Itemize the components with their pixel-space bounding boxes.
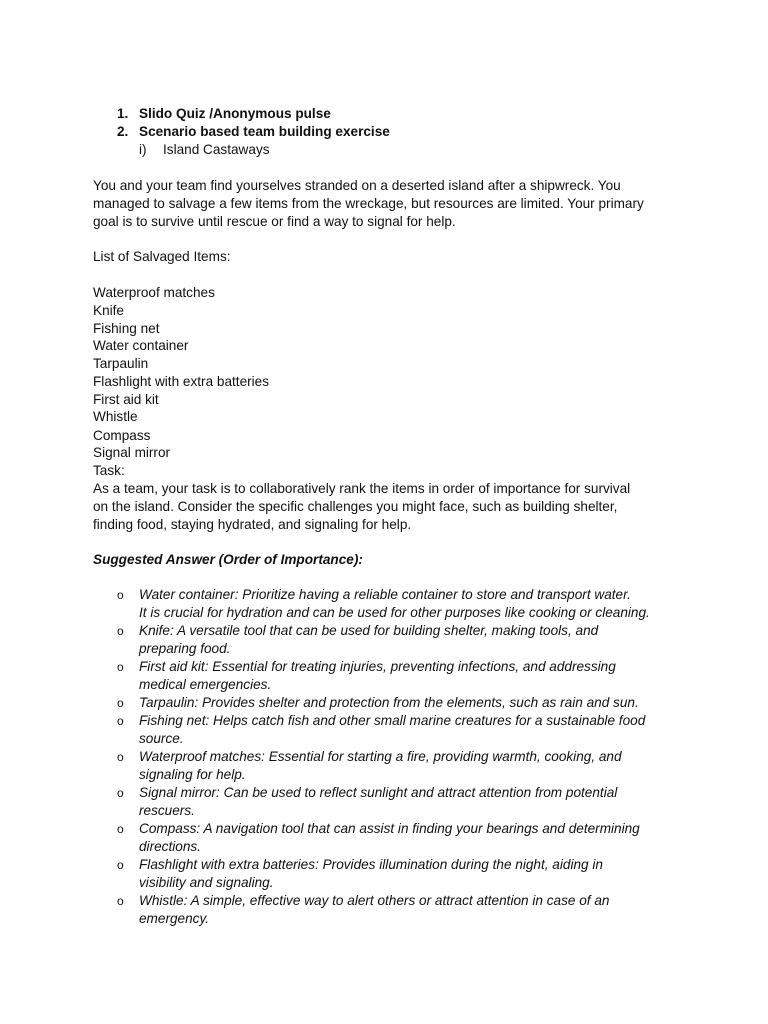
list-number: 1.: [117, 106, 129, 121]
paragraph-line: on the island. Consider the specific challenges you might face, such as building shelter,: [93, 499, 618, 514]
bullet-line: Whistle: A simple, effective way to alert others or attract attention in case of an: [139, 893, 610, 908]
bullet-line: Signal mirror: Can be used to reflect sunlight and attract attention from potential: [139, 785, 618, 800]
bullet-line: preparing food.: [139, 641, 231, 656]
list-item: [0, 784, 768, 820]
bullet-line: source.: [139, 731, 184, 746]
list-item: [0, 622, 768, 658]
list-item: [0, 892, 768, 928]
list-item: [0, 820, 768, 856]
answer-heading: Suggested Answer (Order of Importance):: [93, 552, 363, 567]
circle-bullet-icon: o: [117, 696, 124, 710]
list-item: [0, 658, 768, 694]
bullet-line: Waterproof matches: Essential for starting a fire, providing warmth, cooking, and: [139, 749, 622, 764]
item-line: Water container: [93, 338, 189, 353]
list-item: [0, 856, 768, 892]
item-line: Compass: [93, 428, 151, 443]
bullet-line: emergency.: [139, 911, 210, 926]
list-item: [0, 748, 768, 784]
list-heading: List of Salvaged Items:: [93, 249, 231, 264]
bullet-line: rescuers.: [139, 803, 195, 818]
item-line: First aid kit: [93, 392, 159, 407]
list-item: [0, 586, 768, 622]
item-line: Flashlight with extra batteries: [93, 374, 270, 389]
bullet-line: Tarpaulin: Provides shelter and protection from the elements, such as rain and sun.: [139, 695, 639, 710]
circle-bullet-icon: o: [117, 786, 124, 800]
paragraph-line: goal is to survive until rescue or find a way to signal for help.: [93, 214, 456, 229]
bullet-line: directions.: [139, 839, 201, 854]
bullet-line: Knife: A versatile tool that can be used for building shelter, making tools, and: [139, 623, 599, 638]
list-item: [0, 694, 768, 712]
paragraph-line: As a team, your task is to collaboratively rank the items in order of importance for survival: [93, 481, 631, 496]
circle-bullet-icon: o: [117, 894, 124, 908]
paragraph-line: You and your team find yourselves stranded on a deserted island after a shipwreck. You: [93, 178, 621, 193]
sub-text: Island Castaways: [163, 142, 270, 157]
circle-bullet-icon: o: [117, 822, 124, 836]
bullet-line: medical emergencies.: [139, 677, 272, 692]
circle-bullet-icon: o: [117, 660, 124, 674]
bullet-line: visibility and signaling.: [139, 875, 274, 890]
circle-bullet-icon: o: [117, 858, 124, 872]
task-label: Task:: [93, 463, 125, 478]
item-line: Knife: [93, 303, 124, 318]
item-line: Tarpaulin: [93, 356, 149, 371]
bullet-line: First aid kit: Essential for treating injuries, preventing infections, and addressing: [139, 659, 616, 674]
task-paragraph: [93, 480, 683, 534]
item-line: Fishing net: [93, 321, 160, 336]
list-text: Scenario based team building exercise: [139, 124, 390, 139]
list-item: [0, 712, 768, 748]
sub-number: i): [139, 142, 147, 157]
item-line: Whistle: [93, 409, 138, 424]
bullet-line: Water container: Prioritize having a reliable container to store and transport water.: [139, 587, 631, 602]
circle-bullet-icon: o: [117, 714, 124, 728]
item-line: Waterproof matches: [93, 285, 215, 300]
answer-list: [0, 586, 768, 928]
list-text: Slido Quiz /Anonymous pulse: [139, 106, 331, 121]
circle-bullet-icon: o: [117, 750, 124, 764]
bullet-line: Flashlight with extra batteries: Provides illumination during the night, aiding in: [139, 857, 603, 872]
intro-paragraph: [93, 177, 683, 231]
paragraph-line: managed to salvage a few items from the wreckage, but resources are limited. Your primary: [93, 196, 644, 211]
list-number: 2.: [117, 124, 129, 139]
bullet-line: signaling for help.: [139, 767, 246, 782]
bullet-line: Fishing net: Helps catch fish and other small marine creatures for a sustainable food: [139, 713, 646, 728]
item-line: Signal mirror: [93, 445, 171, 460]
bullet-line: It is crucial for hydration and can be used for other purposes like cooking or cleaning.: [139, 605, 650, 620]
paragraph-line: finding food, staying hydrated, and signaling for help.: [93, 517, 412, 532]
circle-bullet-icon: o: [117, 624, 124, 638]
circle-bullet-icon: o: [117, 588, 124, 602]
bullet-line: Compass: A navigation tool that can assist in finding your bearings and determining: [139, 821, 640, 836]
